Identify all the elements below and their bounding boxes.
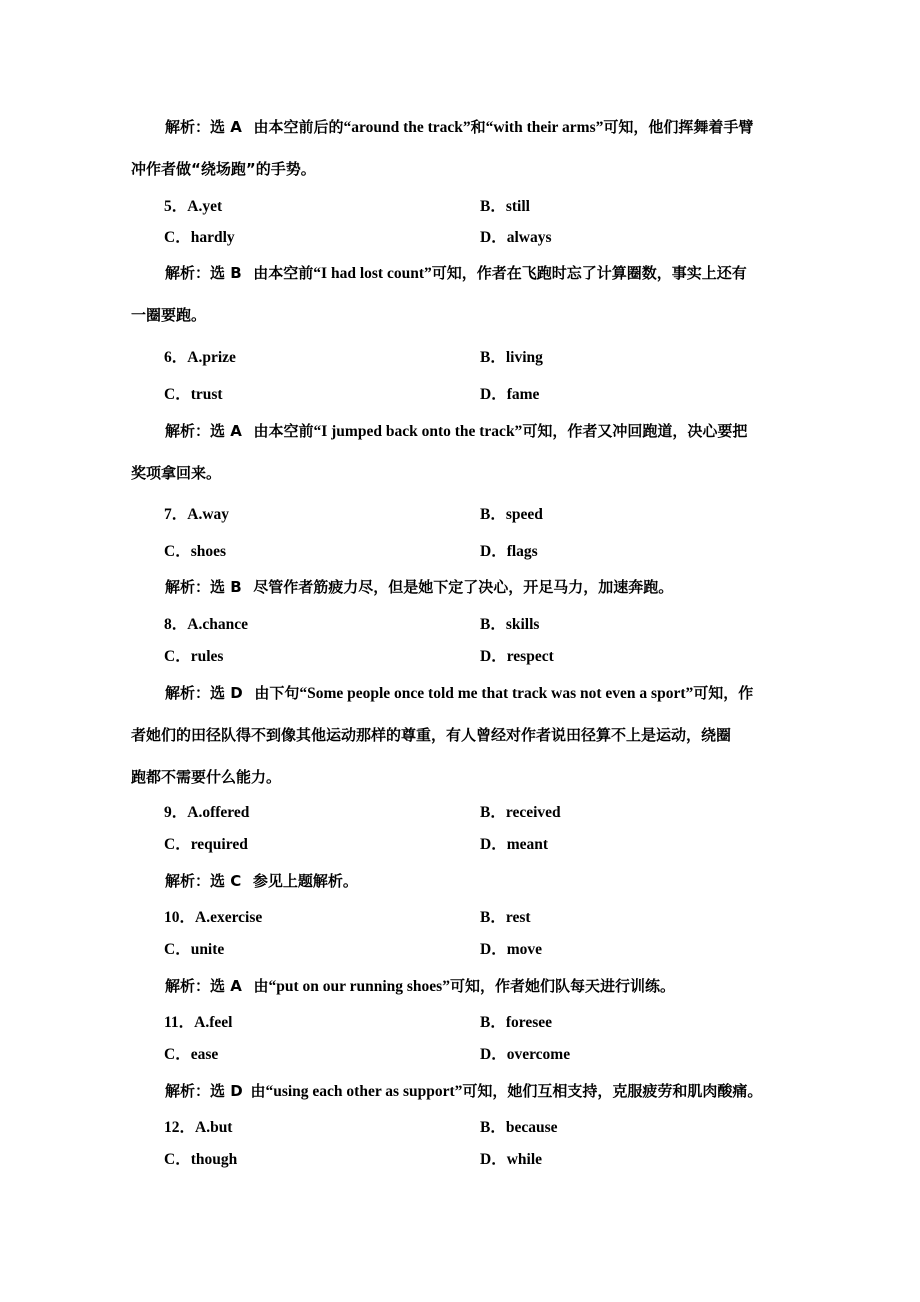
q8-option-b: B．skills [480, 616, 540, 633]
analysis-q10: 解析：选 A 由“put on our running shoes”可知，作者她们队每天进行训练。 [165, 977, 675, 995]
analysis-q7: 解析：选 B 尽管作者筋疲力尽，但是她下定了决心，开足马力，加速奔跑。 [165, 578, 674, 596]
q5-option-b: B．still [480, 198, 530, 215]
q8-option-d: D．respect [480, 648, 554, 665]
q5-option-a: 5．A.yet [164, 198, 223, 215]
analysis-label: 解析：选 D [165, 684, 243, 702]
q10-option-b: B．rest [480, 909, 531, 926]
q7-option-d: D．flags [480, 543, 538, 560]
analysis-label: 解析：选 D [165, 1082, 243, 1100]
analysis-q6: 解析：选 A 由本空前“I jumped back onto the track”可知，作者又冲回跑道，决心要把 [165, 422, 748, 440]
analysis-label: 解析：选 A [165, 118, 242, 136]
analysis-label: 解析：选 A [165, 977, 242, 995]
q7-option-a: 7．A.way [164, 506, 230, 523]
analysis-q4: 解析：选 A 由本空前后的“around the track”和“with their arms”可知，他们挥舞着手臂 [165, 118, 754, 136]
analysis-q8-continuation: 者她们的田径队得不到像其他运动那样的尊重，有人曾经对作者说田径算不上是运动，绕圈 [131, 726, 732, 744]
q9-option-c: C．required [164, 836, 248, 853]
q12-option-c: C．though [164, 1151, 238, 1168]
q7-option-b: B．speed [480, 506, 543, 523]
q9-option-a: 9．A.offered [164, 804, 250, 821]
q12-option-b: B．because [480, 1119, 558, 1136]
analysis-q5: 解析：选 B 由本空前“I had lost count”可知，作者在飞跑时忘了计算圈数，事实上还有 [165, 264, 747, 282]
q6-option-c: C．trust [164, 386, 223, 403]
analysis-label: 解析：选 A [165, 422, 242, 440]
analysis-q6-continuation: 奖项拿回来。 [131, 464, 222, 482]
q9-option-b: B．received [480, 804, 561, 821]
analysis-q8: 解析：选 D 由下句“Some people once told me that track was not even a sport”可知，作 [165, 684, 754, 702]
analysis-q9: 解析：选 C 参见上题解析。 [165, 872, 358, 890]
q10-option-a: 10．A.exercise [164, 909, 263, 926]
analysis-q4-continuation: 冲作者做“绕场跑”的手势。 [131, 160, 316, 178]
analysis-q8-continuation-2: 跑都不需要什么能力。 [131, 768, 282, 786]
q7-option-c: C．shoes [164, 543, 227, 560]
analysis-label: 解析：选 C [165, 872, 242, 890]
q6-option-a: 6．A.prize [164, 349, 236, 366]
q8-option-a: 8．A.chance [164, 616, 248, 633]
q10-option-c: C．unite [164, 941, 225, 958]
q11-option-d: D．overcome [480, 1046, 571, 1063]
q6-option-d: D．fame [480, 386, 540, 403]
analysis-label: 解析：选 B [165, 264, 242, 282]
analysis-q5-continuation: 一圈要跑。 [131, 306, 207, 324]
q8-option-c: C．rules [164, 648, 224, 665]
q12-option-d: D．while [480, 1151, 543, 1168]
q5-option-d: D．always [480, 229, 552, 246]
analysis-q11: 解析：选 D 由“using each other as support”可知，她们互相支持，克服疲劳和肌肉酸痛。 [165, 1082, 763, 1100]
q5-option-c: C．hardly [164, 229, 235, 246]
q12-option-a: 12．A.but [164, 1119, 233, 1136]
q11-option-a: 11．A.feel [164, 1014, 233, 1031]
q11-option-b: B．foresee [480, 1014, 553, 1031]
q11-option-c: C．ease [164, 1046, 219, 1063]
q10-option-d: D．move [480, 941, 542, 958]
q9-option-d: D．meant [480, 836, 549, 853]
q6-option-b: B．living [480, 349, 543, 366]
analysis-label: 解析：选 B [165, 578, 242, 596]
